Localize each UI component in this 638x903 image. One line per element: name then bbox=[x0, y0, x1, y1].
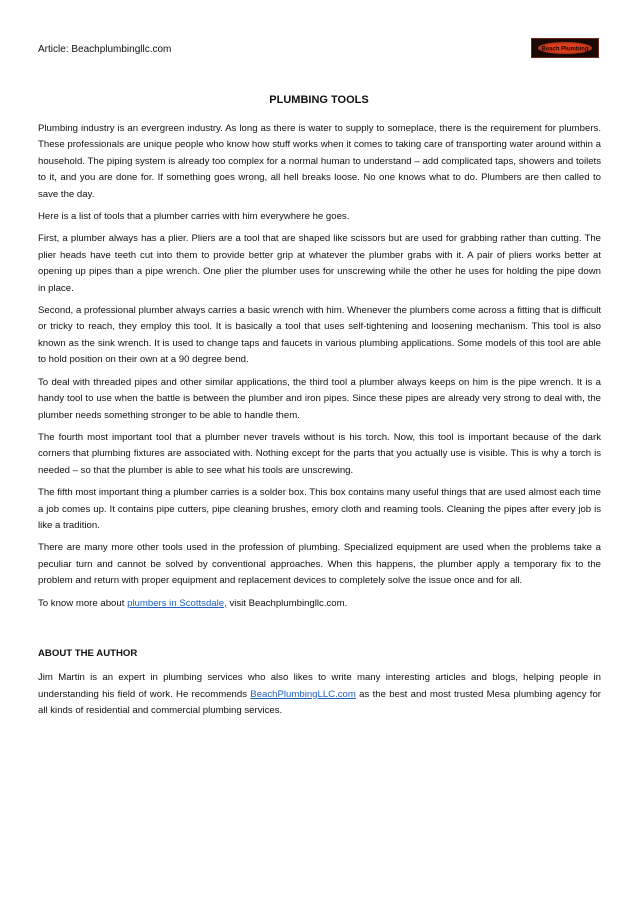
paragraph-intro: Plumbing industry is an evergreen industry. As long as there is water to supply to someplace, there is the requirement for plumbers. These professionals are unique people who know how stuff works when it comes to taking care of transporting water around within a household. The piping system is already too complex for a normal human to understand – add complicated taps, showers and toilets to it, and you are done for. If something goes wrong, all hell breaks loose. No one knows what to do. Plumbers are then called to save the day. bbox=[38, 123, 601, 200]
paragraph-torch: The fourth most important tool that a plumber never travels without is his torch. Now, this tool is important because of the dark corners that plumbing fixtures are associated with. Nothing except for the parts that you actually use is visible. This is why a torch is needed – so that the plumber is able to see what his tools are unscrewing. bbox=[38, 431, 601, 476]
know-more-prefix: To know more about bbox=[38, 597, 128, 609]
paragraph-pipe-wrench: To deal with threaded pipes and other similar applications, the third tool a plumber always keeps on him is the pipe wrench. It is a handy tool to use when the battle is between the plumber and iron pipes. Since these pipes are already very strong to deal with, the plumber needs something stronger to be able to handle them. bbox=[38, 376, 601, 421]
author-text-after-link: as the best and most trusted Mesa plumbing agency for all kinds of residential and commercial plumbing services. bbox=[38, 688, 601, 717]
paragraph-other-tools: There are many more other tools used in the profession of plumbing. Specialized equipment are used when the problems take a peculiar turn and cannot be solved by conventional approaches. When this happens, the plumber apply a temporary fix to the problem and return with proper equipment and replacement devices to completely solve the issue once and for all. bbox=[38, 542, 601, 587]
company-logo bbox=[531, 38, 599, 58]
paragraph-know-more bbox=[38, 596, 601, 612]
paragraph-author bbox=[38, 670, 601, 719]
paragraph-solder-box: The fifth most important thing a plumber carries is a solder box. This box contains many useful things that are used almost each time a job comes up. It contains pipe cutters, pipe cleaning brushes, emory cloth and reaming tools. Cleaning the pipes after every job is like a tradition. bbox=[38, 487, 601, 531]
article-body bbox=[38, 121, 601, 726]
logo-text: Beach Plumbing bbox=[541, 46, 589, 53]
plumbers-scottsdale-link[interactable]: plumbers in Scottsdale, bbox=[127, 597, 227, 609]
beachplumbing-link[interactable]: BeachPlumbingLLC.com bbox=[250, 688, 356, 700]
paragraph-list-intro: Here is a list of tools that a plumber carries with him everywhere he goes. bbox=[38, 211, 350, 223]
about-author-heading: ABOUT THE AUTHOR bbox=[38, 647, 138, 659]
author-text-before-link: Jim Martin is an expert in plumbing services who also likes to write many interesting articles and blogs, helping people in understanding his field of work. He recommends bbox=[38, 672, 601, 700]
paragraph-plier: First, a plumber always has a plier. Pliers are a tool that are shaped like scissors but are used for grabbing rather than cutting. The plier heads have teeth cut into them to provide better grip at whatever the plumber grabs with it. A pair of pliers works better at opening up pipes than a pipe wrench. One plier the plumber uses for unscrewing while the other he uses for holding the pipe down in place. bbox=[38, 233, 601, 294]
paragraph-basic-wrench: Second, a professional plumber always carries a basic wrench with him. Whenever the plumbers come across a fitting that is difficult or tricky to reach, they employ this tool. It is basically a tool that uses self-tightening and loosening mechanism. This tool is also known as the sink wrench. It is used to change taps and faucets in various plumbing applications. Some models of this tool are able to hold position on their own at a 90 degree bend. bbox=[38, 305, 601, 366]
article-source-label: Article: Beachplumbingllc.com bbox=[38, 44, 172, 55]
page-title: PLUMBING TOOLS bbox=[269, 94, 369, 106]
know-more-suffix: visit Beachplumbingllc.com. bbox=[226, 597, 348, 609]
